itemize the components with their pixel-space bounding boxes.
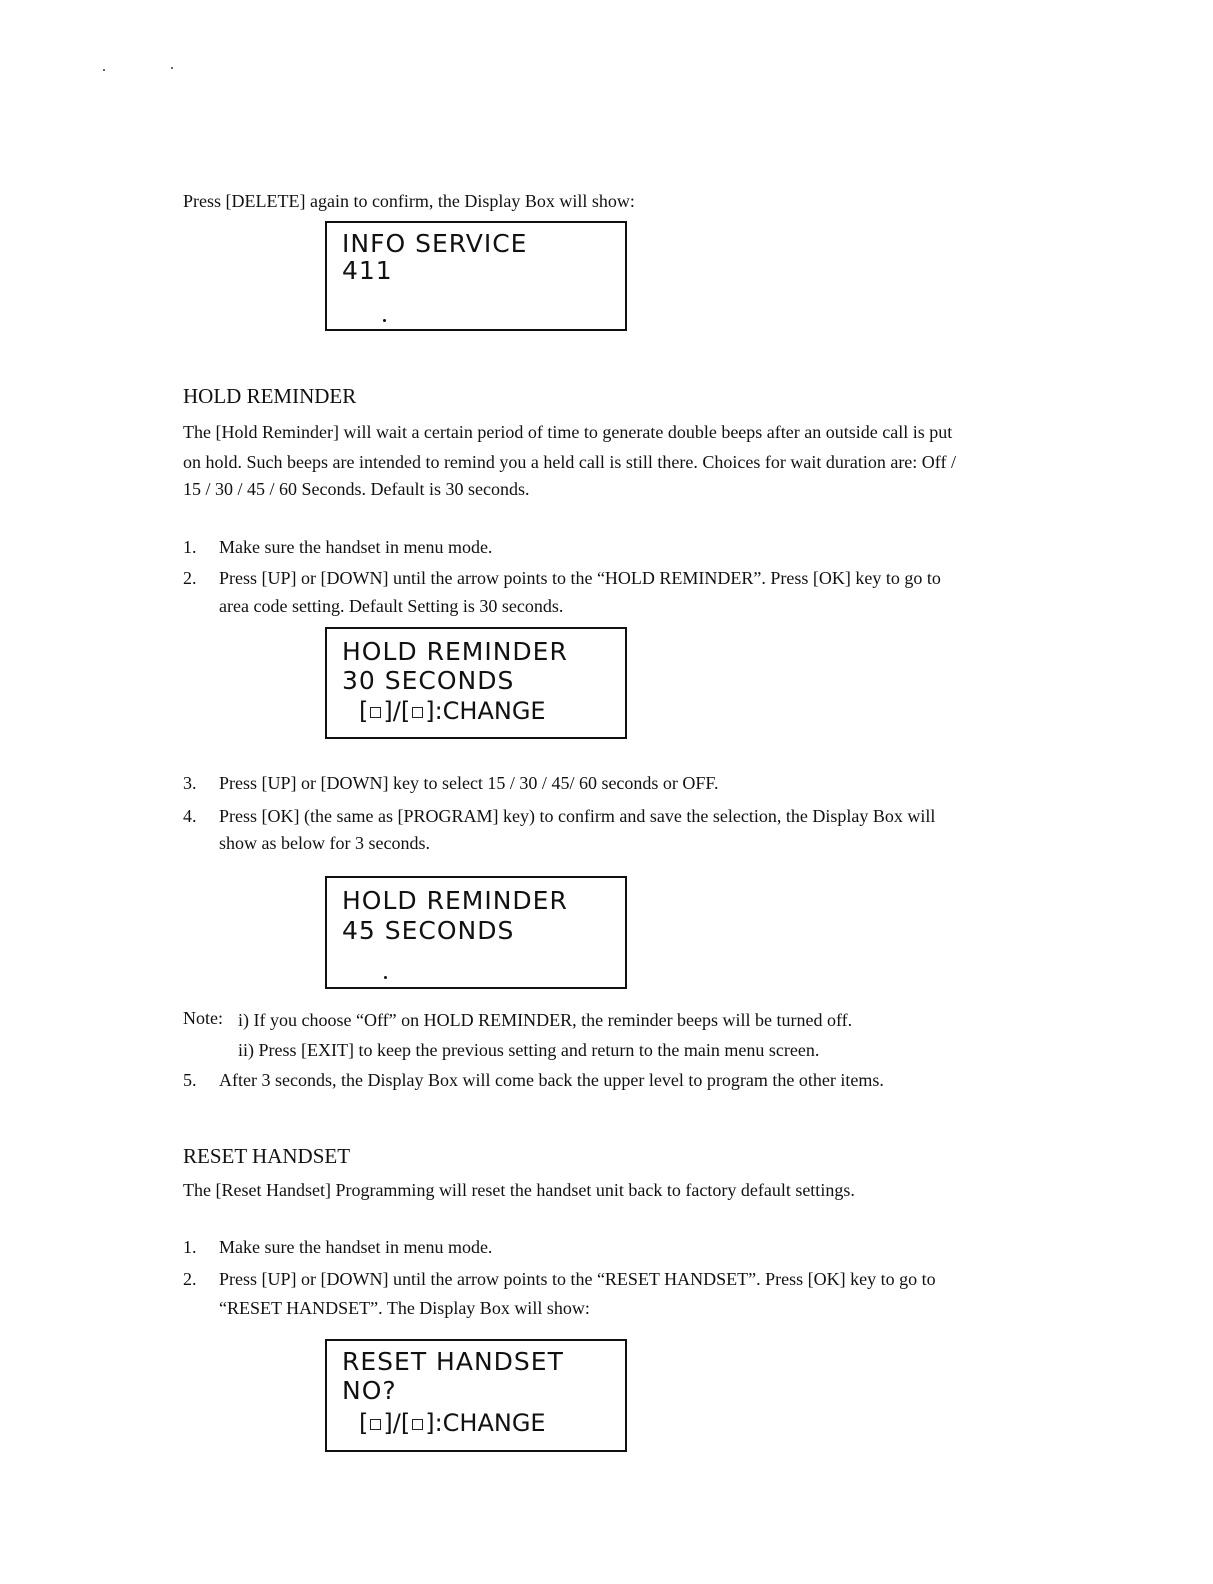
up-key-icon — [370, 1419, 381, 1430]
scan-speck — [171, 67, 173, 69]
change-label: :CHANGE — [434, 697, 546, 725]
display-line-1: HOLD REMINDER — [342, 637, 568, 666]
display-line-2: 45 SECONDS — [342, 916, 515, 945]
note-item: i) If you choose “Off” on HOLD REMINDER, the reminder beeps will be turned off. — [238, 1010, 853, 1030]
display-box-hold-reminder-30 — [325, 627, 627, 739]
display-cursor-dot — [384, 976, 387, 979]
step-text: After 3 seconds, the Display Box will come back the upper level to program the other items. — [219, 1070, 884, 1090]
display-line-1: HOLD REMINDER — [342, 886, 568, 915]
step-text: Press [UP] or [DOWN] until the arrow points to the “RESET HANDSET”. Press [OK] key to go to — [219, 1269, 936, 1289]
up-key-icon — [370, 707, 381, 718]
step-text: Press [UP] or [DOWN] key to select 15 / 30 / 45/ 60 seconds or OFF. — [219, 773, 719, 793]
display-change-hint: [ ]/[ ]:CHANGE — [359, 697, 546, 725]
step-text: Make sure the handset in menu mode. — [219, 1237, 493, 1257]
note-label: Note: — [183, 1008, 223, 1028]
change-label: :CHANGE — [434, 1409, 546, 1437]
note-item: ii) Press [EXIT] to keep the previous setting and return to the main menu screen. — [238, 1040, 820, 1060]
step-text: area code setting. Default Setting is 30 seconds. — [219, 596, 564, 616]
step-text: show as below for 3 seconds. — [219, 833, 430, 853]
step-text: Press [OK] (the same as [PROGRAM] key) to confirm and save the selection, the Display Box will — [219, 806, 936, 826]
section-heading-hold-reminder: HOLD REMINDER — [183, 384, 357, 408]
display-box-hold-reminder-45 — [325, 876, 627, 989]
section-heading-reset-handset: RESET HANDSET — [183, 1144, 351, 1168]
display-line-2: 30 SECONDS — [342, 666, 515, 695]
step-number: 3. — [183, 773, 197, 793]
display-change-hint: [ ]/[ ]:CHANGE — [359, 1409, 546, 1437]
intro-text: Press [DELETE] again to confirm, the Display Box will show: — [183, 191, 635, 211]
display-line-1: RESET HANDSET — [342, 1347, 564, 1376]
step-number: 2. — [183, 568, 197, 588]
down-key-icon — [412, 707, 423, 718]
display-box-reset-handset — [325, 1339, 627, 1452]
step-number: 1. — [183, 537, 197, 557]
step-number: 2. — [183, 1269, 197, 1289]
down-key-icon — [412, 1419, 423, 1430]
step-text: Make sure the handset in menu mode. — [219, 537, 493, 557]
step-number: 4. — [183, 806, 197, 826]
paragraph-line: The [Hold Reminder] will wait a certain period of time to generate double beeps after an outside call is put — [183, 422, 953, 442]
display-line-2: NO? — [342, 1376, 397, 1405]
display-cursor-dot — [383, 319, 386, 322]
step-number: 5. — [183, 1070, 197, 1090]
step-number: 1. — [183, 1237, 197, 1257]
paragraph-line: The [Reset Handset] Programming will reset the handset unit back to factory default settings. — [183, 1180, 855, 1200]
step-text: “RESET HANDSET”. The Display Box will show: — [219, 1298, 590, 1318]
step-text: Press [UP] or [DOWN] until the arrow points to the “HOLD REMINDER”. Press [OK] key to go to — [219, 568, 941, 588]
scan-speck — [103, 69, 105, 71]
paragraph-line: 15 / 30 / 45 / 60 Seconds. Default is 30 seconds. — [183, 479, 530, 499]
display-line-1: INFO SERVICE — [342, 229, 528, 258]
display-line-2: 411 — [342, 256, 393, 285]
paragraph-line: on hold. Such beeps are intended to remind you a held call is still there. Choices for wait duration are: Off / — [183, 452, 956, 472]
display-box-info-service — [325, 221, 627, 331]
